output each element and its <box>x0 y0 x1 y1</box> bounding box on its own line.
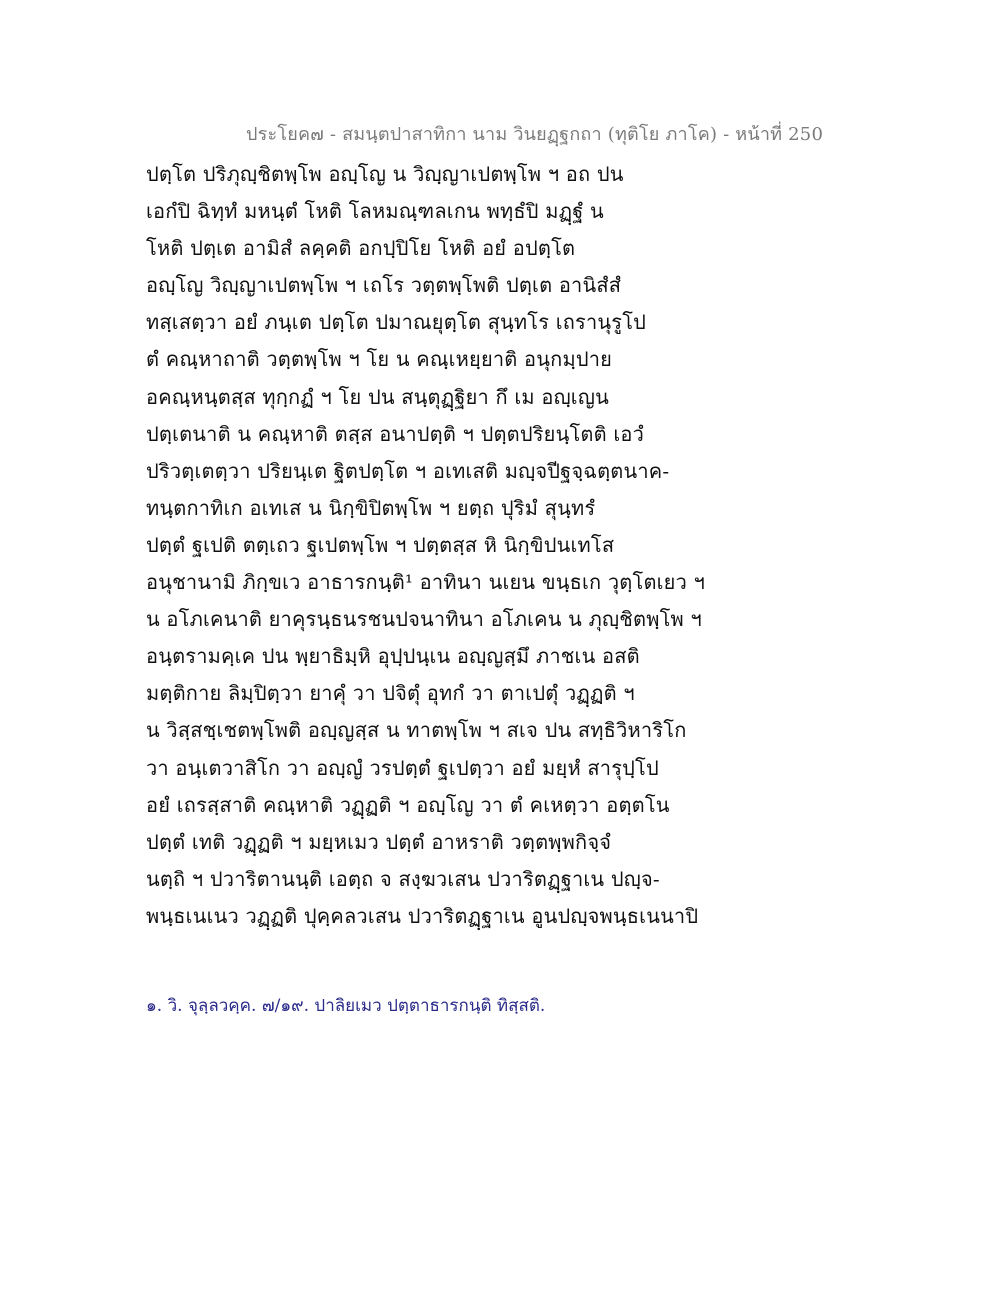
text-line: อญฺโญ วิญฺญาเปตพฺโพ ฯ เถโร วตฺตพฺโพติ ปตฺเต อานิสํสํ <box>146 273 622 298</box>
text-line: ปตฺตํ ฐเปติ ตตฺเถว ฐเปตพฺโพ ฯ ปตฺตสฺส หิ นิกฺขิปนเทโส <box>146 532 615 557</box>
text-line: นตฺถิ ฯ ปวาริตานนฺติ เอตฺถ จ สงฺฆวเสน ปวาริตฏฺฐาเน ปญฺจ- <box>146 866 660 891</box>
text-line: ปตฺโต ปริภุญฺชิตพฺโพ อญฺโญ น วิญฺญาเปตพฺโพ ฯ อถ ปน <box>146 162 624 186</box>
text-line: อคณฺหนฺตสฺส ทุกฺกฏํ ฯ โย ปน สนฺตุฏฺฐิยา กึ เม อญฺเญน <box>146 384 609 409</box>
text-line: ปตฺตํ เทติ วฏฺฏติ ฯ มยฺหเมว ปตฺตํ อาหราติ วตฺตพฺพกิจฺจํ <box>146 829 612 854</box>
text-line: เอกํปิ ฉิทฺทํ มหนฺตํ โหติ โลหมณฺฑลเกน พทฺธํปิ มฏฺฐํ น <box>146 199 604 224</box>
text-line: ปริวตฺเตตฺวา ปริยนฺเต ฐิตปตฺโต ฯ อเทเสติ มญฺจปีฐจฺฉตฺตนาค- <box>146 458 670 483</box>
text-line: พนฺธเนเนว วฏฺฏติ ปุคฺคลวเสน ปวาริตฏฺฐาเน อูนปญฺจพนฺธเนนาปิ <box>146 903 699 928</box>
body-text <box>146 156 706 935</box>
text-line: โหติ ปตฺเต อามิสํ ลคฺคติ อกปฺปิโย โหติ อยํ อปตฺโต <box>146 236 576 261</box>
text-line: ทนฺตกาทิเก อเทเส น นิกฺขิปิตพฺโพ ฯ ยตฺถ ปุริมํ สุนฺทรํ <box>146 495 596 520</box>
text-line: มตฺติกาย ลิมฺปิตฺวา ยาคุํ วา ปจิตุํ อุทกํ วา ตาเปตุํ วฏฺฏติ ฯ <box>146 681 635 706</box>
text-line: น อโภเคนาติ ยาคุรนฺธนรชนปจนาทินา อโภเคน น ภุญฺชิตพฺโพ ฯ <box>146 607 702 632</box>
text-line: ทสฺเสตฺวา อยํ ภนฺเต ปตฺโต ปมาณยุตฺโต สุนฺทโร เถรานุรูโป <box>146 310 647 335</box>
text-line: วา อนฺเตวาสิโก วา อญฺญํ วรปตฺตํ ฐเปตฺวา อยํ มยฺหํ สารุปฺโป <box>146 755 659 780</box>
text-line: ตํ คณฺหาถาติ วตฺตพฺโพ ฯ โย น คณฺเหยฺยาติ อนุกมฺปาย <box>146 347 613 372</box>
text-line: อนฺตรามคฺเค ปน พฺยาธิมฺหิ อุปฺปนฺเน อญฺญสฺมึ ภาชเน อสติ <box>146 644 640 669</box>
text-line: ปตฺเตนาติ น คณฺหาติ ตสฺส อนาปตฺติ ฯ ปตฺตปริยนฺโตติ เอวํ <box>146 421 645 446</box>
footnote: ๑. วิ. จุลฺลวคฺค. ๗/๑๙. ปาลิยเมว ปตฺตาธารกนฺติ ทิสฺสติ. <box>146 996 546 1016</box>
page-header: ประโยค๗ - สมนฺตปาสาทิกา นาม วินยฏฺฐกถา (ทุติโย ภาโค) - หน้าที่ 250 <box>246 124 824 145</box>
text-line: น วิสฺสชฺเชตพฺโพติ อญฺญสฺส น ทาตพฺโพ ฯ สเจ ปน สทฺธิวิหาริโก <box>146 718 687 743</box>
text-line: อนุชานามิ ภิกฺขเว อาธารกนฺติ¹ อาทินา นเยน ขนฺธเก วุตฺโตเยว ฯ <box>146 570 706 595</box>
text-line: อยํ เถรสฺสาติ คณฺหาติ วฏฺฏติ ฯ อญฺโญ วา ตํ คเหตฺวา อตฺตโน <box>146 792 670 817</box>
